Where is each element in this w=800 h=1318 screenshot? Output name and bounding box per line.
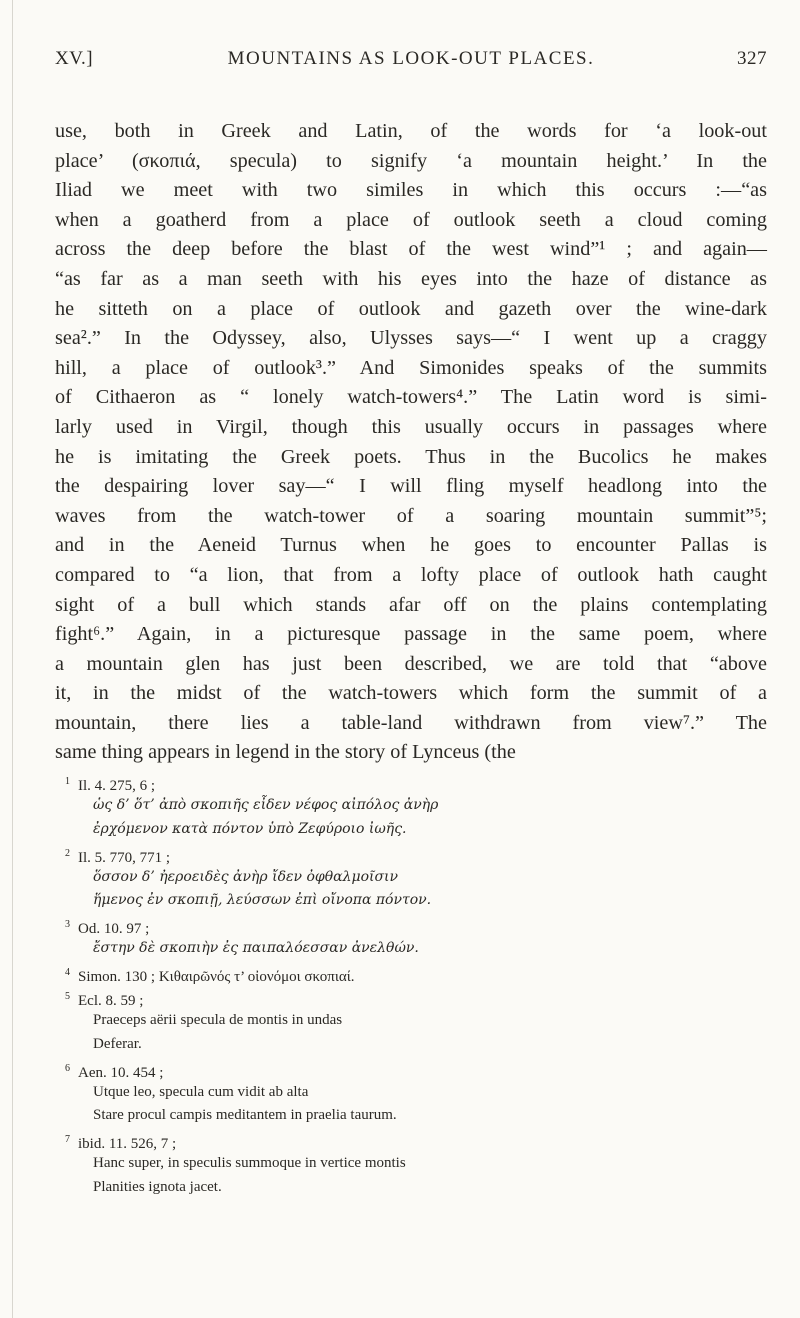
footnote-quote: Utque leo, specula cum vidit ab alta	[93, 1083, 309, 1100]
footnote-quote: ὅσσον δ’ ἠεροειδὲς ἀνὴρ ἴδεν ὀφθαλμοῖσιν	[93, 868, 399, 885]
footnote-quote: ἥμενος ἐν σκοπιῇ, λεύσσων ἐπὶ οἴνοπα πόντον.	[93, 892, 432, 909]
body-line: it, in the midst of the watch-towers which form the summit of a	[55, 682, 767, 705]
footnote-reference: Il. 4. 275, 6 ;	[78, 778, 156, 794]
body-line: and in the Aeneid Turnus when he goes to encounter Pallas is	[55, 534, 767, 557]
chapter-number: XV.]	[55, 48, 94, 69]
body-line: Iliad we meet with two similes in which this occurs :—“as	[55, 179, 767, 202]
body-line: the despairing lover say—“ I will fling myself headlong into the	[55, 475, 767, 498]
body-line: “as far as a man seeth with his eyes into the haze of distance as	[55, 267, 767, 290]
running-title: MOUNTAINS AS LOOK-OUT PLACES.	[227, 48, 595, 69]
body-line: when a goatherd from a place of outlook seeth a cloud coming	[55, 208, 767, 231]
footnote-quote: ὡς δ’ ὅτ’ ἀπὸ σκοπιῆς εἶδεν νέφος αἰπόλος ἀνὴρ	[93, 796, 439, 813]
body-line: sight of a bull which stands afar off on the plains contemplating	[55, 593, 767, 616]
body-line: use, both in Greek and Latin, of the words for ‘a look-out	[55, 120, 767, 142]
body-line: fight⁶.” Again, in a picturesque passage in the same poem, where	[55, 623, 767, 646]
body-line: place’ (σκοπιά, specula) to signify ‘a mountain height.’ In the	[55, 149, 767, 172]
body-line: sea².” In the Odyssey, also, Ulysses says—“ I went up a craggy	[55, 327, 767, 350]
body-line: across the deep before the blast of the west wind”¹ ; and again—	[55, 238, 767, 261]
footnote-reference: Ecl. 8. 59 ;	[78, 993, 144, 1010]
page-edge-line	[12, 0, 13, 1318]
footnote-number: 5	[65, 991, 70, 1003]
footnote-reference: Simon. 130 ; Κιθαιρῶνός τ’ οἰονόμοι σκοπιαί.	[78, 969, 355, 986]
footnote-quote: Deferar.	[93, 1035, 142, 1052]
footnote-reference: Od. 10. 97 ;	[78, 921, 150, 938]
body-line: of Cithaeron as “ lonely watch-towers⁴.” The Latin word is simi-	[55, 386, 767, 409]
footnote-1	[55, 770, 767, 794]
footnote-reference: ibid. 11. 526, 7 ;	[78, 1136, 177, 1153]
footnote-quote: Hanc super, in speculis summoque in vertice montis	[93, 1155, 406, 1172]
body-line: larly used in Virgil, though this usually occurs in passages where	[55, 415, 767, 438]
footnote-quote: Praeceps aërii specula de montis in undas	[93, 1011, 343, 1028]
footnote-6	[55, 1057, 767, 1081]
footnote-number: 7	[65, 1134, 70, 1146]
body-line: waves from the watch-tower of a soaring mountain summit”⁵;	[55, 504, 767, 527]
footnote-number: 2	[65, 847, 70, 859]
footnote-3	[55, 913, 767, 937]
footnote-number: 1	[65, 776, 70, 787]
footnote-7	[55, 1128, 767, 1152]
footnote-reference: Il. 5. 770, 771 ;	[78, 849, 171, 866]
body-line: he is imitating the Greek poets. Thus in the Bucolics he makes	[55, 445, 767, 468]
body-text	[55, 117, 767, 768]
page-number: 327	[737, 48, 767, 69]
body-line: he sitteth on a place of outlook and gazeth over the wine-dark	[55, 297, 767, 320]
body-line: same thing appears in legend in the story of Lynceus (the	[55, 741, 516, 764]
footnotes	[55, 770, 767, 1200]
footnote-number: 4	[65, 967, 70, 979]
running-header	[55, 48, 767, 78]
body-line: mountain, there lies a table-land withdrawn from view⁷.” The	[55, 711, 767, 734]
body-line: a mountain glen has just been described, we are told that “above	[55, 652, 767, 675]
body-line: hill, a place of outlook³.” And Simonides speaks of the summits	[55, 356, 767, 379]
body-line: compared to “a lion, that from a lofty place of outlook hath caught	[55, 563, 767, 586]
footnote-5	[55, 985, 767, 1009]
footnote-quote: Stare procul campis meditantem in praelia taurum.	[93, 1107, 397, 1124]
footnote-quote: Planities ignota jacet.	[93, 1179, 222, 1196]
footnote-number: 3	[65, 919, 70, 931]
footnote-4	[55, 961, 767, 985]
footnote-quote: ἔστην δὲ σκοπιὴν ἐς παιπαλόεσσαν ἀνελθών.	[93, 940, 419, 957]
footnote-reference: Aen. 10. 454 ;	[78, 1064, 164, 1081]
footnote-number: 6	[65, 1062, 70, 1074]
footnote-quote: ἐρχόμενον κατὰ πόντον ὑπὸ Ζεφύροιο ἰωῆς.	[93, 820, 407, 837]
footnote-2	[55, 842, 767, 866]
